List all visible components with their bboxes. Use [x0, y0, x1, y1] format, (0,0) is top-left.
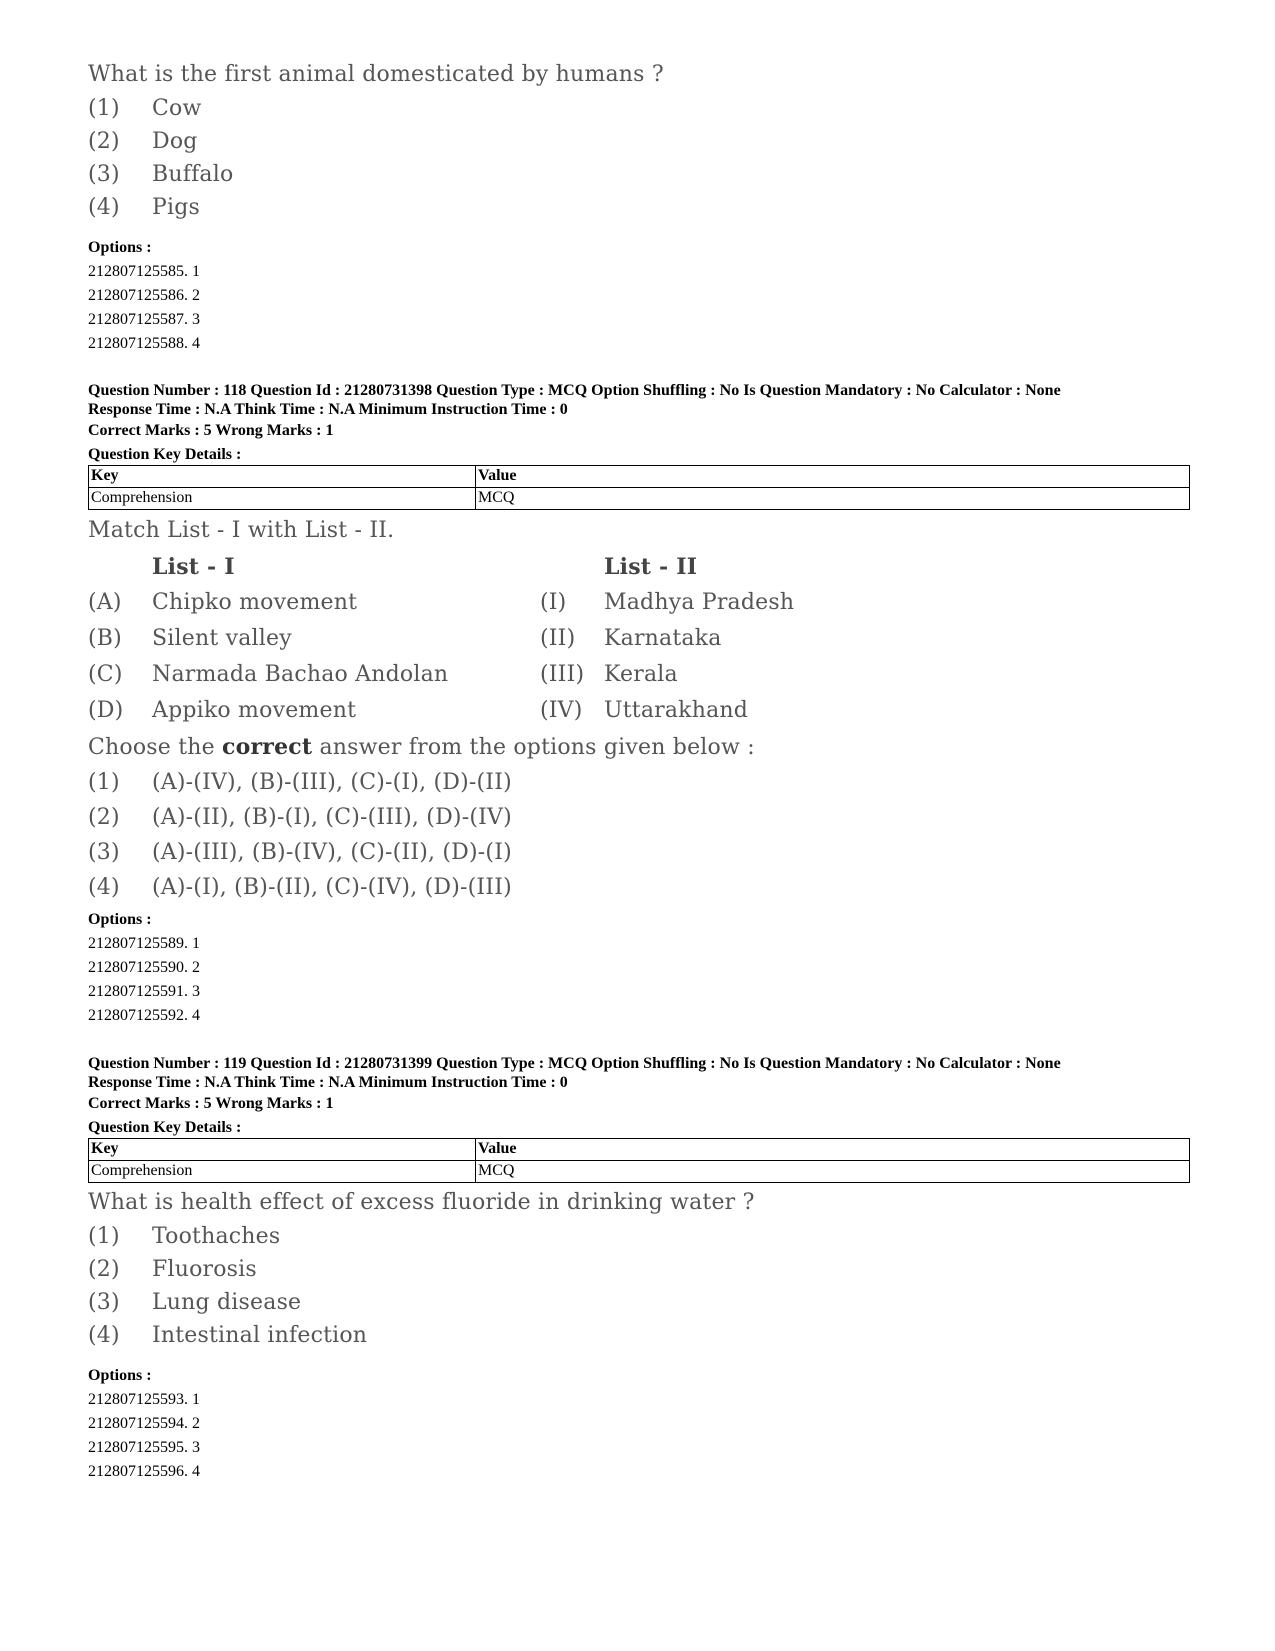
choice-row: (4) (A)-(I), (B)-(II), (C)-(IV), (D)-(III)	[88, 875, 512, 900]
choice-row: (3) Buffalo	[88, 162, 234, 187]
list-2-title: List - II	[604, 554, 698, 580]
table-header-value: Value	[476, 466, 1190, 488]
list-headers	[88, 554, 1188, 590]
option-line: 212807125589. 1	[88, 935, 200, 952]
question-117-text: What is the first animal domesticated by humans ?	[88, 62, 664, 87]
option-line: 212807125596. 4	[88, 1463, 200, 1480]
choice-row: (2) (A)-(II), (B)-(I), (C)-(III), (D)-(IV)	[88, 805, 512, 830]
option-line: 212807125594. 2	[88, 1415, 200, 1432]
option-line: 212807125591. 3	[88, 983, 200, 1000]
option-line: 212807125587. 3	[88, 311, 200, 328]
key-details-label: Question Key Details :	[88, 1119, 242, 1136]
meta-line-1: Question Number : 119 Question Id : 21280731399 Question Type : MCQ Option Shuffling : No Is Question Mandatory : No Calculator : None	[88, 1055, 1061, 1072]
question-119-text: What is health effect of excess fluoride in drinking water ?	[88, 1190, 755, 1215]
question-117-image	[88, 62, 1188, 228]
options-119	[88, 1364, 1188, 1484]
option-line: 212807125585. 1	[88, 263, 200, 280]
marks-line: Correct Marks : 5 Wrong Marks : 1	[88, 422, 334, 439]
option-line: 212807125593. 1	[88, 1391, 200, 1408]
options-118	[88, 908, 1188, 1028]
match-row: (B) Silent valley (II) Karnataka	[88, 626, 722, 651]
question-118-meta	[88, 381, 1188, 467]
option-line: 212807125586. 2	[88, 287, 200, 304]
table-cell-key: Comprehension	[89, 488, 476, 510]
match-row: (C) Narmada Bachao Andolan (III) Kerala	[88, 662, 678, 687]
choice-row: (1) (A)-(IV), (B)-(III), (C)-(I), (D)-(II)	[88, 770, 512, 795]
options-title: Options :	[88, 911, 152, 928]
choose-instruction: Choose the correct answer from the options given below :	[88, 734, 755, 760]
match-row: (A) Chipko movement (I) Madhya Pradesh	[88, 590, 795, 615]
choice-row: (1) Toothaches	[88, 1224, 281, 1249]
table-cell-value: MCQ	[476, 1161, 1190, 1183]
match-row: (D) Appiko movement (IV) Uttarakhand	[88, 698, 749, 723]
option-line: 212807125595. 3	[88, 1439, 200, 1456]
table-header-key: Key	[89, 466, 476, 488]
option-line: 212807125588. 4	[88, 335, 200, 352]
choice-row: (3) (A)-(III), (B)-(IV), (C)-(II), (D)-(I)	[88, 840, 512, 865]
meta-line-1: Question Number : 118 Question Id : 21280731398 Question Type : MCQ Option Shuffling : No Is Question Mandatory : No Calculator : None	[88, 382, 1061, 399]
list-1-title: List - I	[152, 554, 235, 580]
choice-row: (4) Pigs	[88, 195, 201, 220]
table-header-key: Key	[89, 1139, 476, 1161]
option-line: 212807125590. 2	[88, 959, 200, 976]
question-118-key-table	[88, 465, 1188, 510]
choice-row: (3) Lung disease	[88, 1290, 302, 1315]
question-119-key-table	[88, 1138, 1188, 1183]
marks-line: Correct Marks : 5 Wrong Marks : 1	[88, 1095, 334, 1112]
choice-row: (2) Fluorosis	[88, 1257, 257, 1282]
question-119-image	[88, 1190, 1188, 1356]
choice-row: (1) Cow	[88, 96, 202, 121]
meta-line-2: Response Time : N.A Think Time : N.A Minimum Instruction Time : 0	[88, 401, 568, 418]
question-118-text: Match List - I with List - II.	[88, 518, 395, 543]
choice-row: (2) Dog	[88, 129, 198, 154]
option-line: 212807125592. 4	[88, 1007, 200, 1024]
options-117	[88, 236, 1188, 356]
question-118-image	[88, 518, 1188, 910]
table-header-value: Value	[476, 1139, 1190, 1161]
meta-line-2: Response Time : N.A Think Time : N.A Minimum Instruction Time : 0	[88, 1074, 568, 1091]
options-title: Options :	[88, 239, 152, 256]
table-cell-key: Comprehension	[89, 1161, 476, 1183]
table-cell-value: MCQ	[476, 488, 1190, 510]
choice-row: (4) Intestinal infection	[88, 1323, 368, 1348]
question-119-meta	[88, 1054, 1188, 1140]
options-title: Options :	[88, 1367, 152, 1384]
key-details-label: Question Key Details :	[88, 446, 242, 463]
